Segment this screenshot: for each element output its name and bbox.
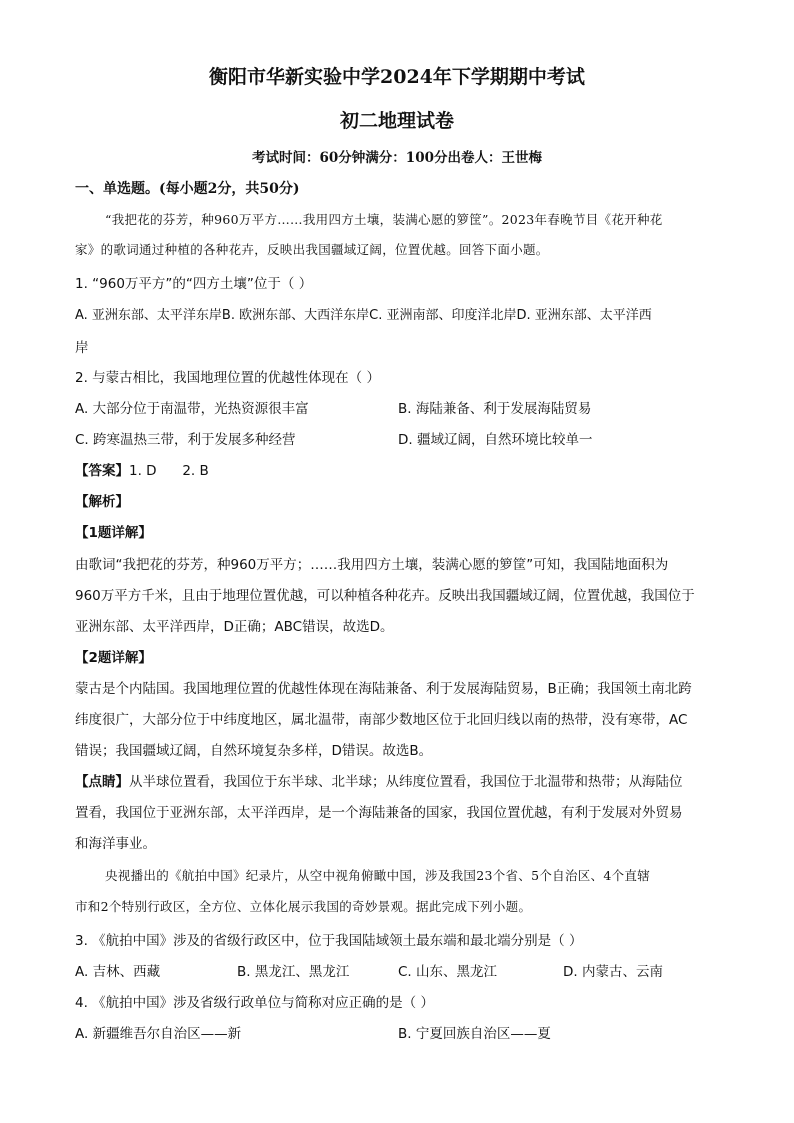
exam-title: 衡阳市华新实验中学2024年下学期期中考试 <box>209 66 585 88</box>
question-4-option-a: A. 新疆维吾尔自治区——新 <box>75 1026 242 1042</box>
tip-text: 置看，我国位于亚洲东部，太平洋西岸，是一个海陆兼备的国家，我国位置优越，有利于发展对外贸易 <box>75 805 683 821</box>
question-3-option-a: A. 吉林、西藏 <box>75 964 161 980</box>
detail-2-text: 错误；我国疆域辽阔，自然环境复杂多样，D错误。故选B。 <box>75 743 433 759</box>
detail-2-tag: 【2题详解】 <box>75 650 152 666</box>
detail-2-text: 纬度很广，大部分位于中纬度地区，属北温带，南部少数地区位于北回归线以南的热带，没有寒带，AC <box>75 712 688 728</box>
question-3-option-d: D. 内蒙古、云南 <box>563 964 663 980</box>
detail-1-text: 亚洲东部、太平洋西岸，D正确；ABC错误，故选D。 <box>75 619 394 635</box>
intro-text-line: 家》的歌词通过种植的各种花卉，反映出我国疆域辽阔，位置优越。回答下面小题。 <box>75 242 549 257</box>
question-2-option-b: B. 海陆兼备、利于发展海陆贸易 <box>398 401 592 417</box>
answer-tag: 【答案】 <box>75 463 129 479</box>
detail-1-text: 由歌词“我把花的芬芳，种960万平方；……我用四方土壤，装满心愿的箩筐”可知，我国陆地面积为 <box>75 557 669 573</box>
question-2-stem: 2. 与蒙古相比，我国地理位置的优越性体现在（ ） <box>75 370 380 386</box>
detail-1-text: 960万平方千米，且由于地理位置优越，可以种植各种花卉。反映出我国疆域辽阔，位置优越，我国位于 <box>75 588 695 604</box>
detail-1-tag: 【1题详解】 <box>75 525 152 541</box>
answer-line <box>75 459 209 479</box>
exam-subtitle: 初二地理试卷 <box>339 110 454 132</box>
question-1-options-cont: 岸 <box>75 340 89 356</box>
question-4-option-b: B. 宁夏回族自治区——夏 <box>398 1026 551 1042</box>
question-2-option-a: A. 大部分位于南温带，光热资源很丰富 <box>75 401 309 417</box>
tip-line <box>75 770 683 790</box>
exam-meta: 考试时间：60分钟满分：100分出卷人：王世梅 <box>252 150 542 166</box>
question-3-option-b: B. 黑龙江、黑龙江 <box>237 964 350 980</box>
tip-text: 和海洋事业。 <box>75 836 156 852</box>
detail-2-text: 蒙古是个内陆国。我国地理位置的优越性体现在海陆兼备、利于发展海陆贸易，B正确；我国领土南北跨 <box>75 681 692 697</box>
question-2-option-d: D. 疆域辽阔，自然环境比较单一 <box>398 432 593 448</box>
question-2-option-c: C. 跨寒温热三带，利于发展多种经营 <box>75 432 296 448</box>
tip-text: 从半球位置看，我国位于东半球、北半球；从纬度位置看，我国位于北温带和热带；从海陆位 <box>129 774 683 790</box>
tip-tag: 【点睛】 <box>75 774 129 790</box>
question-4-stem: 4. 《航拍中国》涉及省级行政单位与简称对应正确的是（ ） <box>75 995 434 1011</box>
intro-text-line: 央视播出的《航拍中国》纪录片，从空中视角俯瞰中国，涉及我国23个省、5个自治区、4个直辖 <box>105 868 651 883</box>
intro-text-line: “我把花的芬芳，种960万平方……我用四方土壤，装满心愿的箩筐”。2023年春晚节目《花开种花 <box>105 212 663 227</box>
intro-text-line: 市和2个特别行政区，全方位、立体化展示我国的奇妙景观。据此完成下列小题。 <box>75 899 532 914</box>
question-1-options: A. 亚洲东部、太平洋东岸B. 欧洲东部、大西洋东岸C. 亚洲南部、印度洋北岸D. 亚洲东部、太平洋西 <box>75 308 652 323</box>
answer-text: 1. D 2. B <box>129 463 209 479</box>
question-3-stem: 3. 《航拍中国》涉及的省级行政区中，位于我国陆域领土最东端和最北端分别是（ ） <box>75 933 583 949</box>
question-3-option-c: C. 山东、黑龙江 <box>398 964 498 980</box>
section-heading: 一、单选题。(每小题2分，共50分) <box>75 181 300 197</box>
question-1-stem: 1. “960万平方”的“四方土壤”位于（ ） <box>75 276 313 292</box>
analysis-tag: 【解析】 <box>75 494 129 510</box>
